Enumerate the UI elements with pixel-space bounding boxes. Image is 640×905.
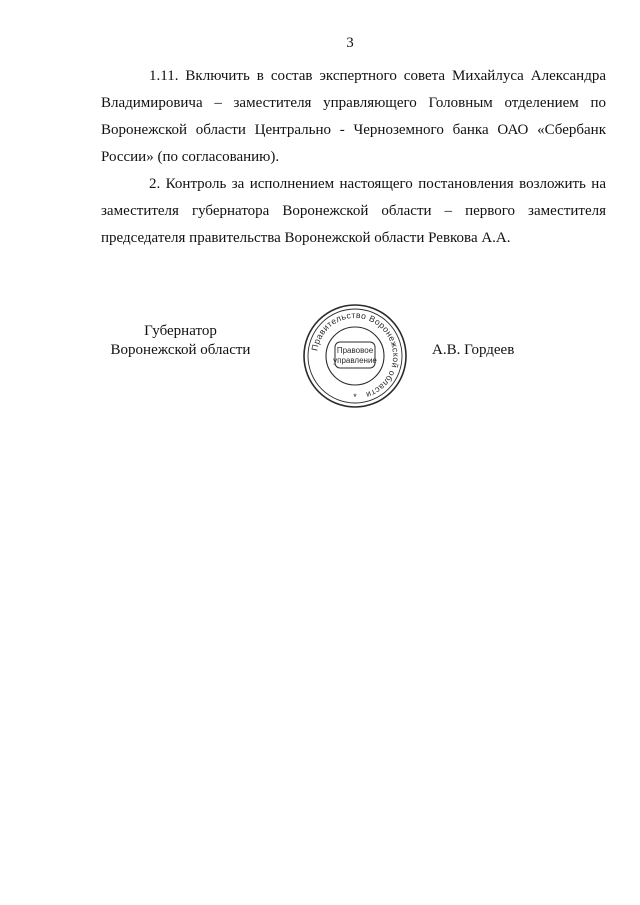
stamp-seal-graphic (301, 302, 409, 410)
paragraph-2: 2. Контроль за исполнением настоящего постановления возложить на заместителя губернатора Воронежской области – первого заместителя председателя правительства Воронежской области Ревкова А.А. (101, 176, 606, 246)
stamp-arc-textpath: Правительство Воронежской области (309, 309, 402, 401)
stamp-center-line-1: Правовое (336, 346, 374, 355)
signatory-title-line-2: Воронежской области (110, 342, 251, 358)
stamp-center-line-2: управление (333, 356, 377, 365)
signatory-title-line-1: Губернатор (144, 323, 217, 339)
signatory-name: А.В. Гордеев (432, 342, 515, 358)
official-stamp (301, 302, 409, 410)
signatory-title (103, 322, 258, 360)
signature-block (0, 309, 640, 402)
page-number: 3 (346, 35, 354, 51)
stamp-star: * (353, 392, 357, 402)
paragraph-1-11: 1.11. Включить в состав экспертного совета Михайлуса Александра Владимировича – заместителя управляющего Головным отделением по Воронежской области Центрально - Черноземного банка ОАО «Сбербанк России» (по согласованию). (101, 68, 606, 165)
document-body (101, 63, 606, 252)
